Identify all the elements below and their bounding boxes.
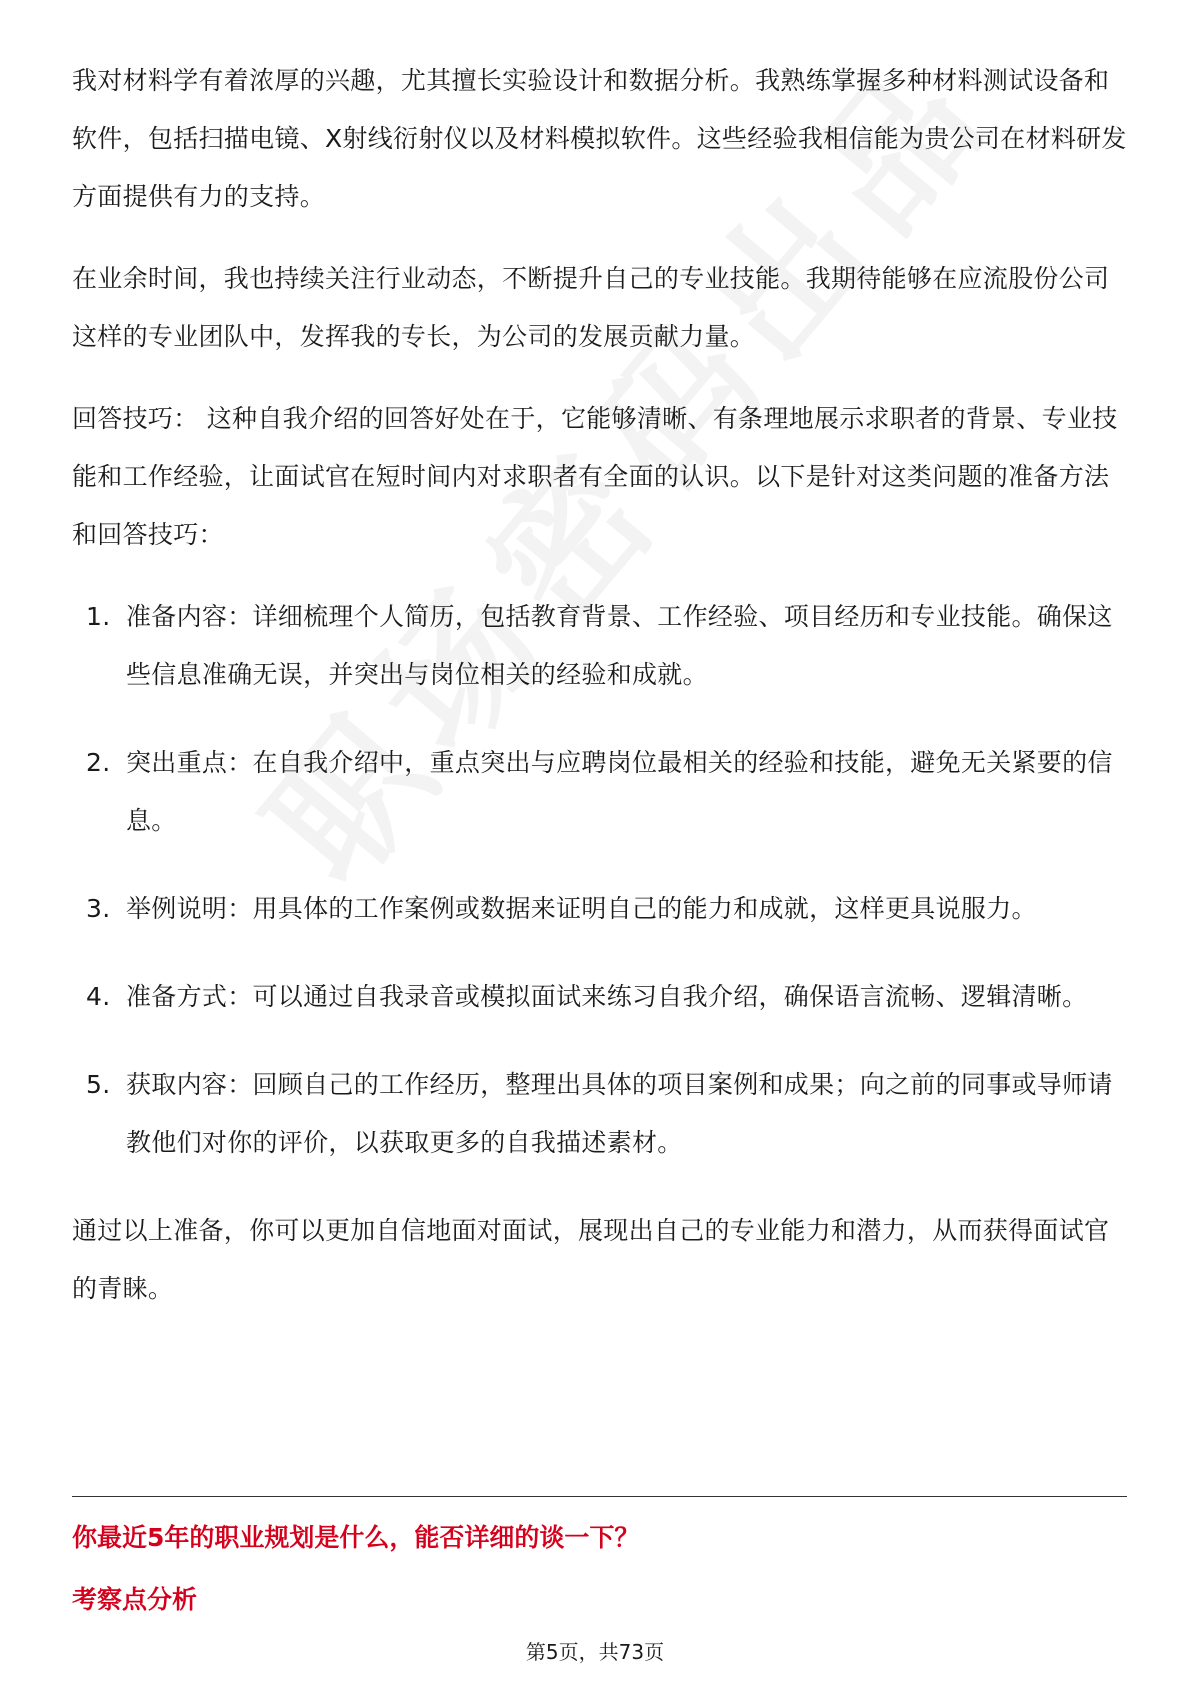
- preparation-list: [72, 588, 1127, 1172]
- list-number: 3.: [86, 894, 111, 923]
- paragraph-interest: 我对材料学有着浓厚的兴趣，尤其擅长实验设计和数据分析。我熟练掌握多种材料测试设备和软件，包括扫描电镜、X射线衍射仪以及材料模拟软件。这些经验我相信能为贵公司在材料研发方面提供有力的支持。: [72, 66, 1127, 211]
- list-number: 2.: [86, 748, 111, 777]
- list-item-text: 举例说明：用具体的工作案例或数据来证明自己的能力和成就，这样更具说服力。: [126, 894, 1037, 923]
- paragraph-answer-tips: 回答技巧： 这种自我介绍的回答好处在于，它能够清晰、有条理地展示求职者的背景、专业技能和工作经验，让面试官在短时间内对求职者有全面的认识。以下是针对这类问题的准备方法和回答技巧：: [72, 404, 1118, 549]
- paragraph-conclusion: 通过以上准备，你可以更加自信地面对面试，展现出自己的专业能力和潜力，从而获得面试官的青睐。: [72, 1216, 1110, 1303]
- list-item: [72, 968, 1127, 1026]
- list-number: 1.: [86, 602, 111, 631]
- list-item-text: 突出重点：在自我介绍中，重点突出与应聘岗位最相关的经验和技能，避免无关紧要的信息。: [126, 748, 1113, 835]
- document-body: [72, 52, 1127, 1342]
- list-item: [72, 1056, 1127, 1172]
- list-item: [72, 734, 1127, 850]
- list-item-text: 准备方式：可以通过自我录音或模拟面试来练习自我介绍，确保语言流畅、逻辑清晰。: [126, 982, 1088, 1011]
- page-footer: 第5页，共73页: [525, 1640, 665, 1664]
- next-question-heading: 你最近5年的职业规划是什么，能否详细的谈一下？: [72, 1523, 640, 1552]
- list-item: [72, 588, 1127, 704]
- list-number: 5.: [86, 1070, 111, 1099]
- list-item-text: 准备内容：详细梳理个人简历，包括教育背景、工作经验、项目经历和专业技能。确保这些信息准确无误，并突出与岗位相关的经验和成就。: [126, 602, 1113, 689]
- list-item-text: 获取内容：回顾自己的工作经历，整理出具体的项目案例和成果；向之前的同事或导师请教他们对你的评价，以获取更多的自我描述素材。: [126, 1070, 1113, 1157]
- paragraph-spare-time: 在业余时间，我也持续关注行业动态，不断提升自己的专业技能。我期待能够在应流股份公司这样的专业团队中，发挥我的专长，为公司的发展贡献力量。: [72, 264, 1110, 351]
- section-divider: [72, 1496, 1127, 1497]
- analysis-heading: 考察点分析: [72, 1585, 198, 1614]
- list-item: [72, 880, 1127, 938]
- list-number: 4.: [86, 982, 111, 1011]
